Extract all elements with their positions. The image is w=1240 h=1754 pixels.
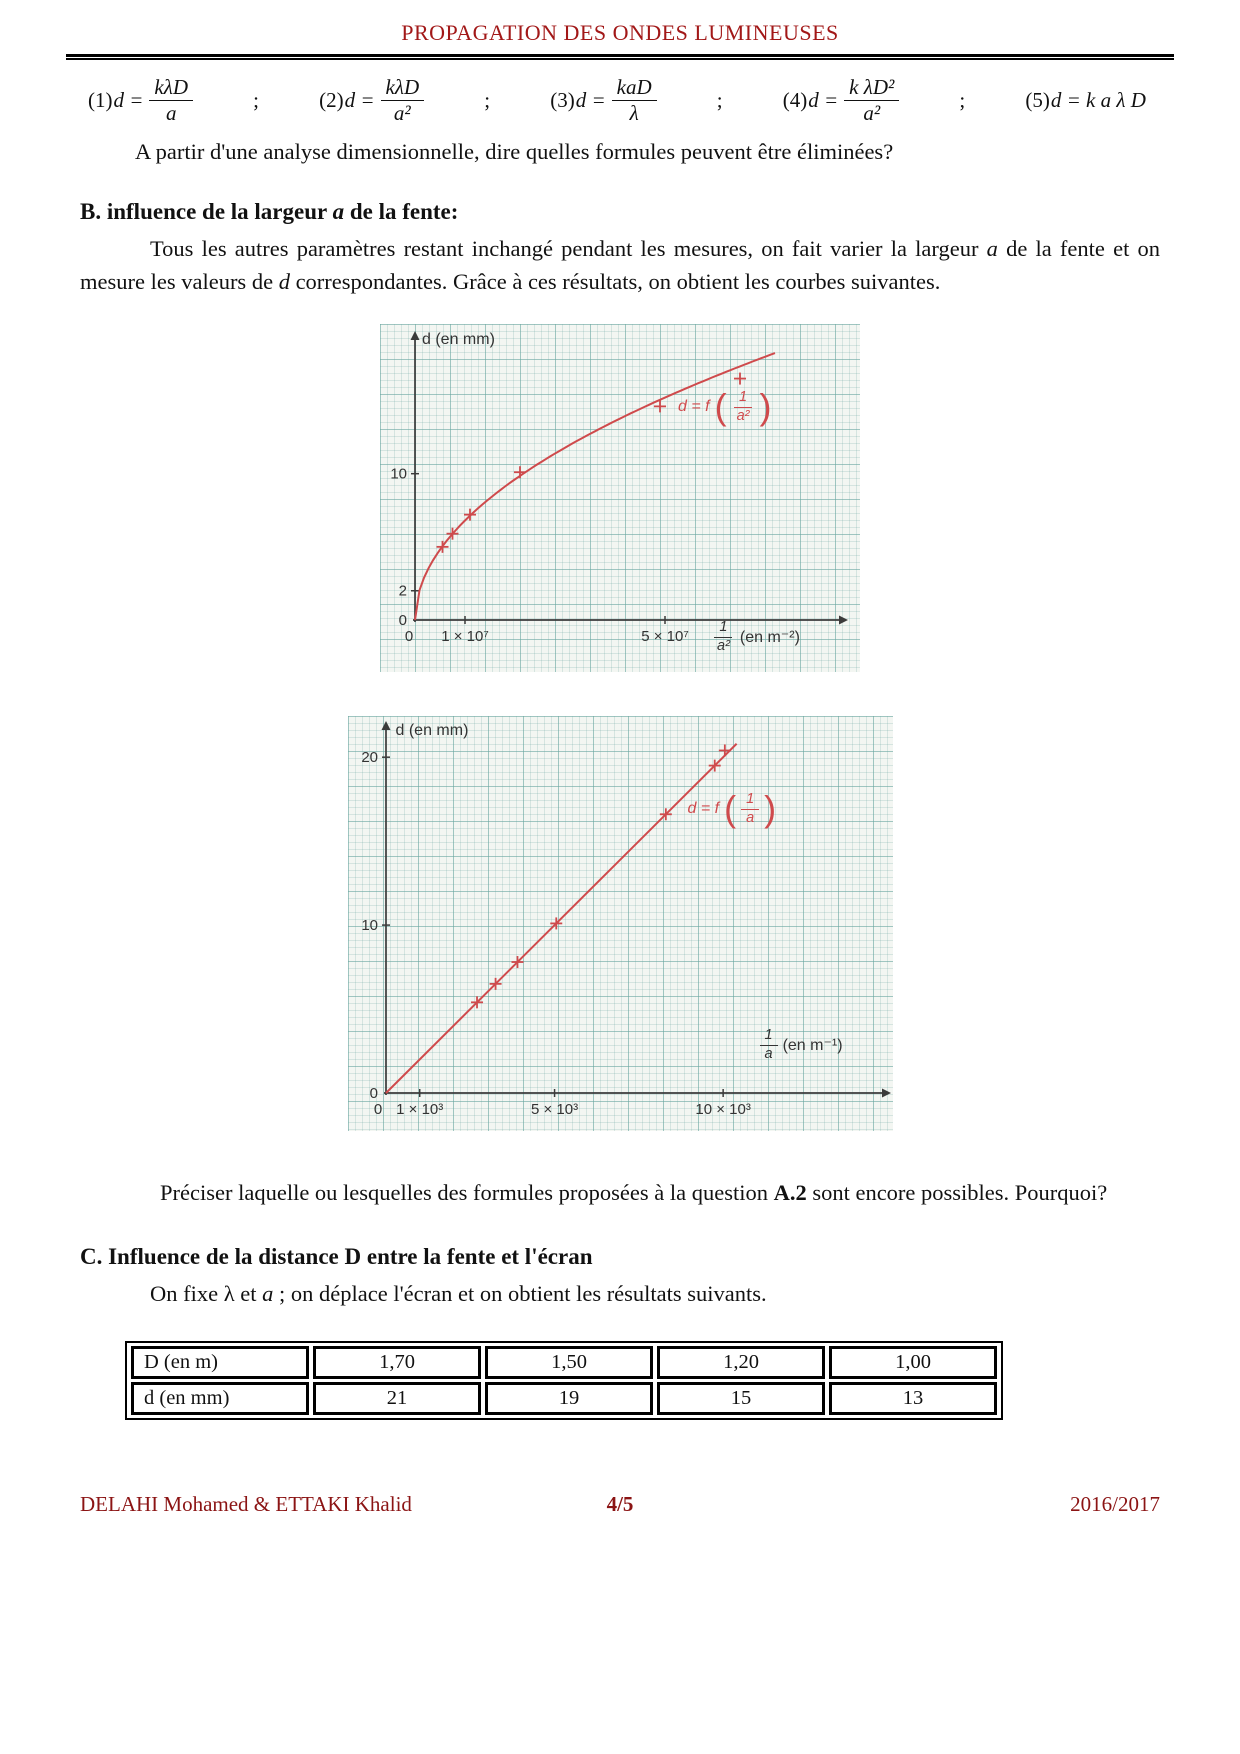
table-cell: 21 [313,1382,481,1415]
svg-text:10: 10 [360,917,378,935]
formula-1-fraction [149,76,193,125]
table-cell: 1,50 [485,1346,653,1379]
header-divider [66,54,1174,60]
denominator: λ [629,101,639,126]
formula-3-number: (3) [550,88,575,113]
curve-equation-prefix: d = f [687,800,720,818]
formula-4-number: (4) [782,88,808,113]
footer-authors: DELAHI Mohamed & ETTAKI Khalid [80,1492,412,1516]
denominator: a² [393,101,411,126]
x-axis-label [760,1028,843,1061]
numerator: kλD [149,76,193,101]
x-axis-label [712,620,800,653]
denominator: a² [736,407,750,424]
svg-text:5 × 10⁷: 5 × 10⁷ [641,628,689,646]
formula-5-number: (5) [1025,88,1050,113]
x-axis-fraction [712,620,735,653]
x-axis-unit: (en m⁻²) [739,629,800,647]
chart-canvas [348,716,893,1131]
denominator: a [165,101,177,126]
svg-text:0: 0 [398,612,407,630]
y-axis-label: d (en mm) [422,331,495,349]
formula-3-fraction [612,76,657,125]
right-paren: ) [764,787,777,829]
separator: ; [253,88,259,113]
table-cell: 13 [829,1382,997,1415]
graph-paper [380,324,860,672]
formula-4-lhs: d = [808,88,839,113]
formula-1-lhs: d = [113,88,144,113]
question-formulas-still-possible: Préciser laquelle ou lesquelles des formules proposées à la question A.2 sont encore possibles. Pourquoi? [160,1180,1108,1206]
numerator: kλD [381,76,425,101]
section-b-heading: B. influence de la largeur a de la fente: [80,199,459,225]
curve-equation-fraction [732,390,755,423]
footer-page-number: 4/5 [606,1492,634,1516]
x-axis-unit: (en m⁻¹) [782,1037,843,1055]
table-row-d [131,1382,997,1415]
left-paren: ( [714,385,727,427]
table-row-D [131,1346,997,1379]
numerator: 1 [734,390,752,407]
results-table [125,1341,1003,1420]
formula-1-number: (1) [88,88,113,113]
y-axis-label: d (en mm) [395,722,469,740]
x-axis-fraction [760,1028,778,1061]
curve-equation-prefix: d = f [678,398,710,416]
table-cell: 1,70 [313,1346,481,1379]
table-cell: 1,00 [829,1346,997,1379]
svg-text:1 × 10⁷: 1 × 10⁷ [441,628,489,646]
svg-text:2: 2 [398,583,407,601]
row-header-D: D (en m) [131,1346,309,1379]
chart-d-vs-inverse-a-squared [80,324,1160,672]
formula-row [80,76,1160,125]
formula-2 [319,76,424,125]
table-cell: 1,20 [657,1346,825,1379]
section-c-paragraph: On fixe λ et a ; on déplace l'écran et on obtient les résultats suivants. [150,1281,767,1307]
curve-equation-label [687,787,777,829]
numerator: 1 [714,620,732,637]
formula-2-number: (2) [319,88,344,113]
dimensional-analysis-question: A partir d'une analyse dimensionnelle, dire quelles formules peuvent être éliminées? [135,139,894,165]
svg-text:20: 20 [360,749,378,767]
svg-text:5 × 10³: 5 × 10³ [530,1101,578,1119]
formula-1 [88,76,193,125]
numerator: k λD² [844,76,899,101]
separator: ; [959,88,966,113]
svg-text:0: 0 [373,1101,382,1119]
separator: ; [484,88,491,113]
section-b-paragraph: Tous les autres paramètres restant inchangé pendant les mesures, on fait varier la largeur a de la fente et on mesure les valeurs de d correspondantes. Grâce à ces résultats, on obtient les courbes suivantes. [80,236,1161,294]
formula-3-lhs: d = [575,88,606,113]
row-header-d: d (en mm) [131,1382,309,1415]
footer-year: 2016/2017 [1070,1492,1160,1516]
curve-equation-label [678,385,772,427]
numerator: kaD [612,76,657,101]
formula-5 [1025,88,1152,113]
left-paren: ( [724,787,737,829]
table-cell: 15 [657,1382,825,1415]
svg-text:10 × 10³: 10 × 10³ [694,1101,751,1119]
right-paren: ) [759,385,772,427]
table-cell: 19 [485,1382,653,1415]
formula-2-lhs: d = [344,88,375,113]
graph-paper [348,716,893,1131]
formula-3 [550,76,656,125]
formula-5-expression: d = k a λ D [1050,88,1146,113]
numerator: 1 [760,1028,778,1045]
separator: ; [716,88,723,113]
denominator: a² [717,637,730,654]
svg-text:1 × 10³: 1 × 10³ [395,1101,443,1119]
page-footer [80,1492,1160,1517]
formula-4 [783,76,900,125]
chart-d-vs-inverse-a [80,716,1160,1131]
svg-text:10: 10 [390,466,407,484]
denominator: a² [863,101,881,126]
denominator: a [746,809,755,826]
page-title: PROPAGATION DES ONDES LUMINEUSES [401,20,839,45]
section-c-heading: C. Influence de la distance D entre la fente et l'écran [80,1244,593,1270]
svg-text:0: 0 [404,628,414,646]
curve-equation-fraction [741,792,759,825]
numerator: 1 [741,792,759,809]
denominator: a [764,1045,773,1062]
formula-2-fraction [381,76,425,125]
svg-text:0: 0 [369,1085,378,1103]
formula-4-fraction [844,76,899,125]
